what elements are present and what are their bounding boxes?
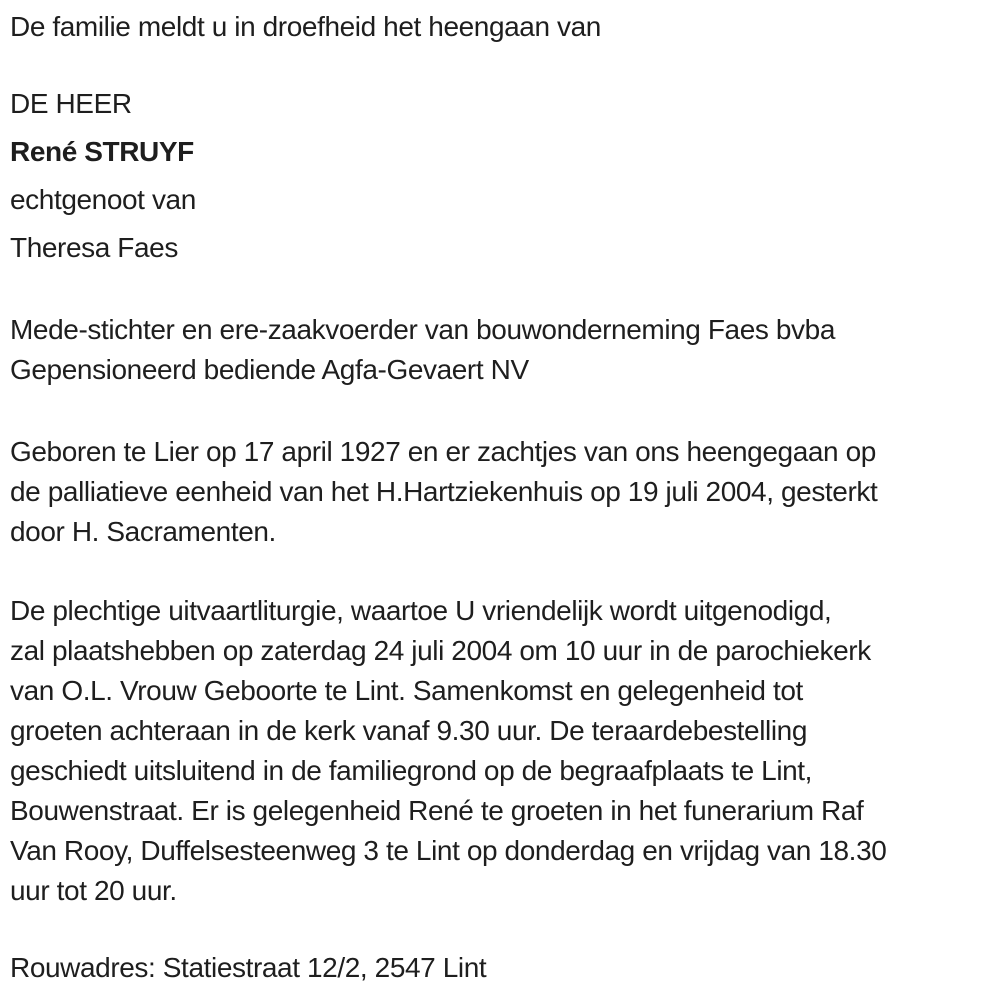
- spouse-relation-line: echtgenoot van: [10, 184, 196, 215]
- life-line: door H. Sacramenten.: [10, 516, 276, 547]
- service-line: groeten achteraan in de kerk vanaf 9.30 uur. De teraardebestelling: [10, 715, 808, 746]
- life-line: Geboren te Lier op 17 april 1927 en er zachtjes van ons heengegaan op: [10, 436, 876, 467]
- salutation-line: DE HEER: [10, 88, 132, 119]
- service-line: van O.L. Vrouw Geboorte te Lint. Samenkomst en gelegenheid tot: [10, 675, 803, 706]
- mourning-address-line: Rouwadres: Statiestraat 12/2, 2547 Lint: [10, 952, 487, 983]
- deceased-name: René STRUYF: [10, 136, 194, 167]
- roles-paragraph: [10, 310, 990, 390]
- service-paragraph: [10, 591, 990, 911]
- intro-line: De familie meldt u in droefheid het heengaan van: [10, 11, 601, 42]
- role-line: Mede-stichter en ere-zaakvoerder van bouwonderneming Faes bvba: [10, 314, 836, 345]
- service-line: Van Rooy, Duffelsesteenweg 3 te Lint op donderdag en vrijdag van 18.30: [10, 835, 887, 866]
- spouse-name: Theresa Faes: [10, 232, 178, 263]
- service-line: zal plaatshebben op zaterdag 24 juli 2004 om 10 uur in de parochiekerk: [10, 635, 871, 666]
- service-line: De plechtige uitvaartliturgie, waartoe U vriendelijk wordt uitgenodigd,: [10, 595, 832, 626]
- service-line: uur tot 20 uur.: [10, 875, 177, 906]
- service-line: geschiedt uitsluitend in de familiegrond op de begraafplaats te Lint,: [10, 755, 813, 786]
- life-paragraph: [10, 432, 990, 552]
- role-line: Gepensioneerd bediende Agfa-Gevaert NV: [10, 354, 529, 385]
- service-line: Bouwenstraat. Er is gelegenheid René te groeten in het funerarium Raf: [10, 795, 864, 826]
- life-line: de palliatieve eenheid van het H.Hartziekenhuis op 19 juli 2004, gesterkt: [10, 476, 878, 507]
